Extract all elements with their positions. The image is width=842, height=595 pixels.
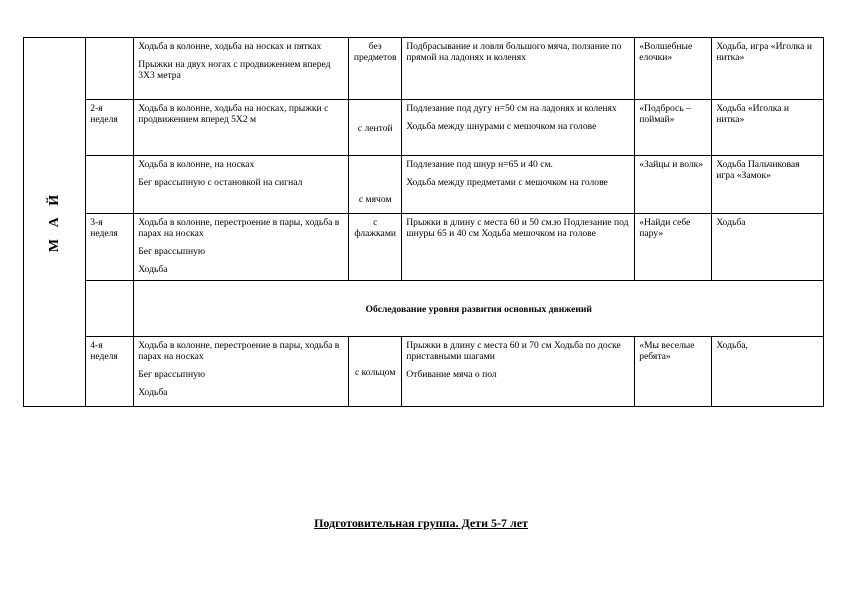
movement-text: Подбрасывание и ловля большого мяча, ползание по прямой на ладонях и коленях [406, 41, 622, 63]
final-cell: Ходьба, игра «Иголка и нитка» [712, 38, 824, 100]
week-cell: 2-я неделя [86, 100, 134, 156]
exercise-text: Ходьба в колонне, перестроение в пары, ходьба в парах на носках [138, 217, 340, 239]
movement-text: Прыжки в длину с места 60 и 70 см Ходьба по доске приставными шагами [406, 340, 621, 362]
week-cell [86, 156, 134, 214]
exercise-text: Ходьба в колонне, ходьба на носках, прыжки с продвижением вперед 5Х2 м [138, 103, 329, 125]
equipment-cell: с мячом [349, 156, 402, 214]
movement-text: Подлезание под шнур н=65 и 40 см. [406, 159, 553, 170]
game-cell: «Волшебные елочки» [635, 38, 712, 100]
final-cell: Ходьба, [712, 337, 824, 407]
equipment-cell: с лентой [349, 100, 402, 156]
exercises-cell [134, 156, 349, 214]
game-cell: «Подбрось – поймай» [635, 100, 712, 156]
footer-caption: Подготовительная группа. Дети 5-7 лет [314, 516, 528, 530]
week-cell: 3-я неделя [86, 214, 134, 281]
exercises-cell [134, 337, 349, 407]
movements-cell [402, 38, 635, 100]
equipment-cell: без предметов [349, 38, 402, 100]
week-cell [86, 38, 134, 100]
exercises-cell [134, 38, 349, 100]
movement-text: Ходьба между шнурами с мешочком на голове [406, 121, 597, 132]
movement-text: Отбивание мяча о пол [406, 369, 497, 380]
exercise-text: Ходьба [138, 264, 168, 275]
final-cell: Ходьба [712, 214, 824, 281]
table-row [24, 337, 824, 407]
table-row [24, 214, 824, 281]
equipment-cell: с флажками [349, 214, 402, 281]
exercise-text: Ходьба в колонне, ходьба на носках и пятках [138, 41, 322, 52]
table-row [24, 156, 824, 214]
exercise-text: Бег врассыпную [138, 246, 206, 257]
exam-cell: Обследование уровня развития основных движений [134, 281, 824, 337]
table-row [24, 100, 824, 156]
movement-text: Прыжки в длину с места 60 и 50 см.ю Подлезание под шнуры 65 и 40 см Ходьба мешочком на голове [406, 217, 629, 239]
exercise-text: Бег врассыпную с остановкой на сигнал [138, 177, 303, 188]
movements-cell [402, 337, 635, 407]
movements-cell [402, 214, 635, 281]
game-cell: «Мы веселые ребята» [635, 337, 712, 407]
table-row [24, 281, 824, 337]
exercise-text: Прыжки на двух ногах с продвижением вперед 3Х3 метра [138, 59, 331, 81]
equipment-cell: с кольцом [349, 337, 402, 407]
table-row [24, 38, 824, 100]
movements-cell [402, 156, 635, 214]
exercise-text: Бег врассыпную [138, 369, 206, 380]
movement-text: Подлезание под дугу н=50 см на ладонях и коленях [406, 103, 617, 114]
final-cell: Ходьба Пальчиковая игра «Замок» [712, 156, 824, 214]
week-cell-empty [86, 281, 134, 337]
plan-table [23, 37, 824, 407]
month-label: М А Й [47, 190, 63, 253]
exercise-text: Ходьба в колонне, на носках [138, 159, 255, 170]
exercise-text: Ходьба в колонне, перестроение в пары, ходьба в парах на носках [138, 340, 340, 362]
exercises-cell [134, 100, 349, 156]
movement-text: Ходьба между предметами с мешочком на голове [406, 177, 608, 188]
final-cell: Ходьба «Иголка и нитка» [712, 100, 824, 156]
week-cell: 4-я неделя [86, 337, 134, 407]
game-cell: «Зайцы и волк» [635, 156, 712, 214]
exercises-cell [134, 214, 349, 281]
exercise-text: Ходьба [138, 387, 168, 398]
game-cell: «Найди себе пару» [635, 214, 712, 281]
movements-cell [402, 100, 635, 156]
month-cell [24, 38, 86, 407]
